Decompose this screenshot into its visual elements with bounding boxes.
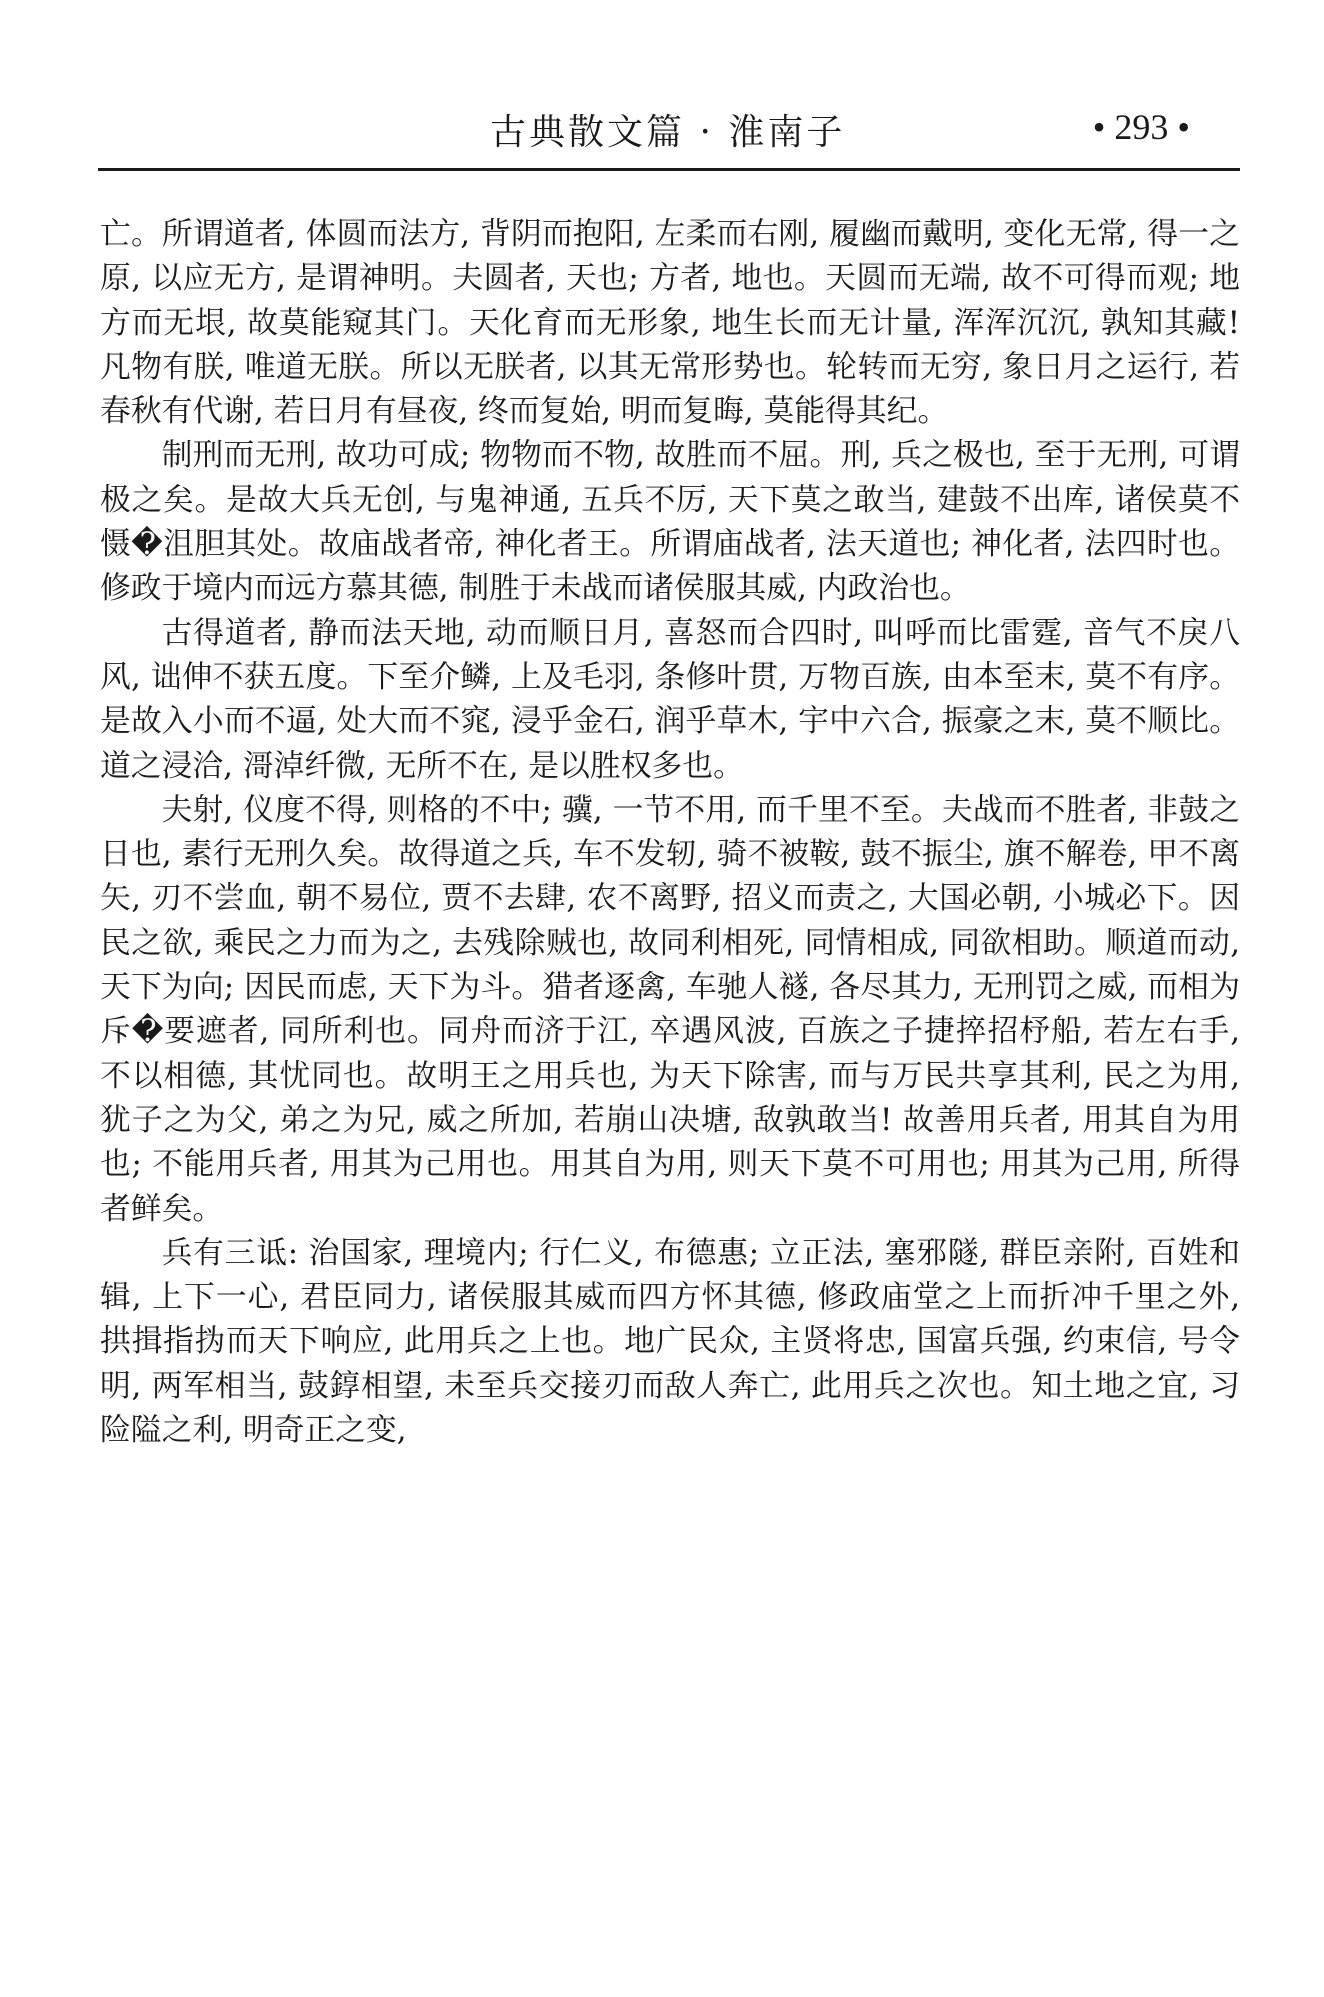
paragraph-continued: 亡。所谓道者, 体圆而法方, 背阴而抱阳, 左柔而右刚, 履幽而戴明, 变化无常, 得一之原, 以应无方, 是谓神明。夫圆者, 天也; 方者, 地也。天圆而无端, 故不可得而观; 地方而无垠, 故莫能窥其门。天化育而无形象, 地生长而无计量, 浑浑沉沉, 孰知其藏! 凡物有朕, 唯道无朕。所以无朕者, 以其无常形势也。轮转而无穷, 象日月之运行, 若春秋有代谢, 若日月有昼夜, 终而复始, 明而复晦, 莫能得其纪。 [100,216,1240,430]
header-title: 古典散文篇 · 淮南子 [490,112,846,153]
paragraph: 兵有三诋: 治国家, 理境内; 行仁义, 布德惠; 立正法, 塞邪隧, 群臣亲附, 百姓和辑, 上下一心, 君臣同力, 诸侯服其威而四方怀其德, 修政庙堂之上而折冲千里之外, 拱揖指㧑而天下响应, 此用兵之上也。地广民众, 主贤将忠, 国富兵强, 约束信, 号令明, 两军相当, 鼓錞相望, 未至兵交接刃而敌人奔亡, 此用兵之次也。知土地之宜, 习险隘之利, 明奇正之变, [100,1234,1240,1449]
header-rule [98,168,1240,171]
paragraph: 古得道者, 静而法天地, 动而顺日月, 喜怒而合四时, 叫呼而比雷霆, 音气不戾八风, 诎伸不获五度。下至介鳞, 上及毛羽, 条修叶贯, 万物百族, 由本至末, 莫不有序。是故入小而不逼, 处大而不窕, 浸乎金石, 润乎草木, 宇中六合, 振豪之末, 莫不顺比。道之浸洽, 滒淖纤微, 无所不在, 是以胜权多也。 [100,614,1240,784]
page-number: • 293 • [1092,107,1190,147]
running-header [98,96,1240,174]
paragraph: 制刑而无刑, 故功可成; 物物而不物, 故胜而不屈。刑, 兵之极也, 至于无刑, 可谓极之矣。是故大兵无创, 与鬼神通, 五兵不厉, 天下莫之敢当, 建鼓不出库, 诸侯莫不慑�沮胆其处。故庙战者帝, 神化者王。所谓庙战者, 法天道也; 神化者, 法四时也。修政于境内而远方慕其德, 制胜于未战而诸侯服其威, 内政治也。 [100,437,1240,607]
body-text [100,212,1240,1452]
paragraph: 夫射, 仪度不得, 则格的不中; 骥, 一节不用, 而千里不至。夫战而不胜者, 非鼓之日也, 素行无刑久矣。故得道之兵, 车不发轫, 骑不被鞍, 鼓不振尘, 旗不解卷, 甲不离矢, 刃不尝血, 朝不易位, 贾不去肆, 农不离野, 招义而责之, 大国必朝, 小城必下。因民之欲, 乘民之力而为之, 去残除贼也, 故同利相死, 同情相成, 同欲相助。顺道而动, 天下为向; 因民而虑, 天下为斗。猎者逐禽, 车驰人襚, 各尽其力, 无刑罚之威, 而相为斥�要遮者, 同所利也。同舟而济于江, 卒遇风波, 百族之子捷捽招杼船, 若左右手, 不以相德, 其忧同也。故明王之用兵也, 为天下除害, 而与万民共享其利, 民之为用, 犹子之为父, 弟之为兄, 威之所加, 若崩山决塘, 敌孰敢当! 故善用兵者, 用其自为用也; 不能用兵者, 用其为己用也。用其自为用, 则天下莫不可用也; 用其为己用, 所得者鲜矣。 [100,791,1240,1227]
